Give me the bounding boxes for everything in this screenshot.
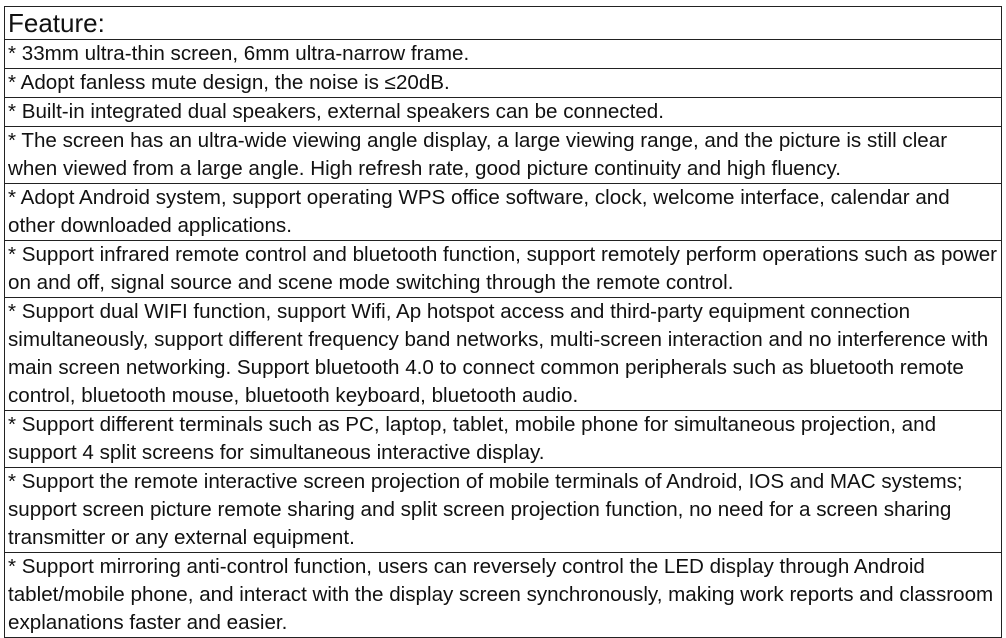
feature-item: * 33mm ultra-thin screen, 6mm ultra-narrow frame. — [5, 40, 1002, 69]
table-row — [5, 298, 1002, 411]
feature-item: * Built-in integrated dual speakers, external speakers can be connected. — [5, 98, 1002, 127]
feature-item: * Support mirroring anti-control function, users can reversely control the LED display through Android tablet/mobile phone, and interact with the display screen synchronously, making work reports and classroom explanations faster and easier. — [5, 553, 1002, 638]
feature-item: * Support the remote interactive screen projection of mobile terminals of Android, IOS and MAC systems; support screen picture remote sharing and split screen projection function, no need for a screen sharing transmitter or any external equipment. — [5, 468, 1002, 553]
table-row — [5, 241, 1002, 298]
table-row — [5, 411, 1002, 468]
table-row — [5, 98, 1002, 127]
table-row — [5, 40, 1002, 69]
feature-item: * Support different terminals such as PC, laptop, tablet, mobile phone for simultaneous projection, and support 4 split screens for simultaneous interactive display. — [5, 411, 1002, 468]
feature-table — [4, 6, 1002, 638]
table-row — [5, 184, 1002, 241]
table-row — [5, 69, 1002, 98]
feature-item: * Adopt Android system, support operating WPS office software, clock, welcome interface, calendar and other downloaded applications. — [5, 184, 1002, 241]
feature-item: * Adopt fanless mute design, the noise is ≤20dB. — [5, 69, 1002, 98]
feature-title: Feature: — [5, 7, 1002, 40]
table-row — [5, 7, 1002, 40]
table-row — [5, 127, 1002, 184]
table-row — [5, 553, 1002, 638]
table-row — [5, 468, 1002, 553]
feature-item: * Support infrared remote control and bluetooth function, support remotely perform operations such as power on and off, signal source and scene mode switching through the remote control. — [5, 241, 1002, 298]
feature-item: * Support dual WIFI function, support Wifi, Ap hotspot access and third-party equipment connection simultaneously, support different frequency band networks, multi-screen interaction and no interference with main screen networking. Support bluetooth 4.0 to connect common peripherals such as bluetooth remote control, bluetooth mouse, bluetooth keyboard, bluetooth audio. — [5, 298, 1002, 411]
feature-item: * The screen has an ultra-wide viewing angle display, a large viewing range, and the picture is still clear when viewed from a large angle. High refresh rate, good picture continuity and high fluency. — [5, 127, 1002, 184]
